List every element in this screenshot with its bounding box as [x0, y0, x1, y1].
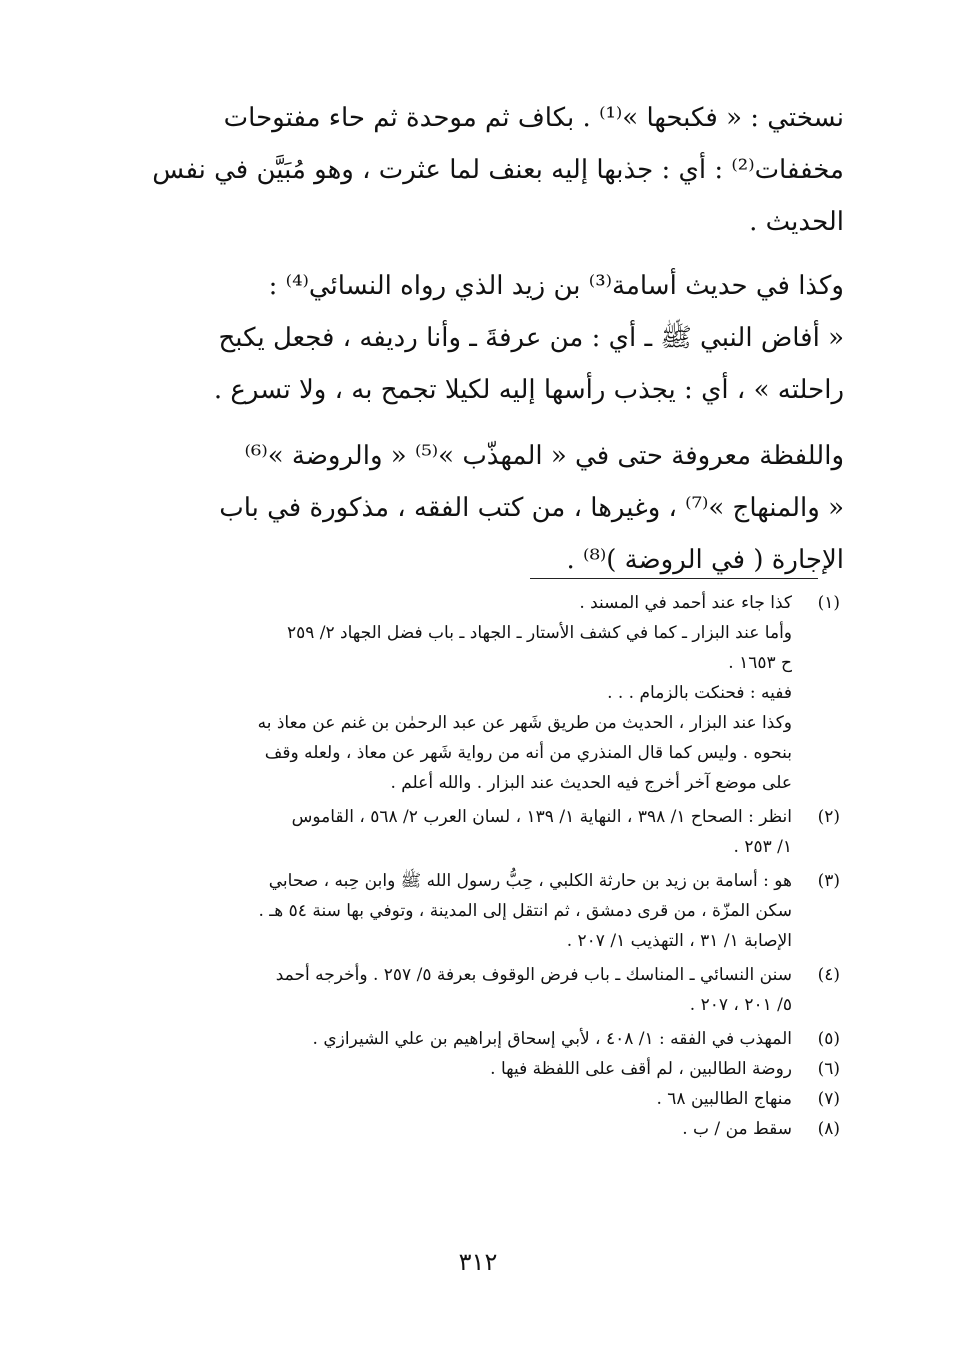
- footnote-line: ففيه : فحنكت بالزمام . . .: [607, 683, 792, 703]
- paragraph-line: واللفظة معروفة حتى في « المهذّب »⁽⁵⁾ « والروضة »⁽⁶⁾: [244, 441, 844, 471]
- footnote-2: [128, 802, 840, 862]
- footnote-body: [128, 1054, 792, 1084]
- paragraph-line: الإجارة ( في الروضة )⁽⁸⁾ .: [566, 545, 844, 575]
- footnote-number: (٣): [817, 871, 840, 891]
- footnote-body: [128, 866, 792, 956]
- footnote-body: [128, 588, 792, 798]
- footnote-line: وكذا عند البزار ، الحديث من طريق شَهر عن عبد الرحمٰن بن غنم عن معاذ به: [257, 713, 792, 733]
- footnote-number: (٨): [817, 1119, 840, 1139]
- paragraph-line: وكذا في حديث أسامة⁽³⁾ بن زيد الذي رواه النسائي⁽⁴⁾ :: [268, 271, 844, 301]
- footnote-body: [128, 1084, 792, 1114]
- footnote-line: سنن النسائي ـ المناسك ـ باب فرض الوقوف بعرفة ٥/ ٢٥٧ . وأخرجه أحمد: [275, 965, 792, 985]
- footnote-number: (١): [817, 593, 840, 613]
- footnote-1: [128, 588, 840, 798]
- paragraph-line: نسختي : « فكبحها »⁽¹⁾ . بكاف ثم موحدة ثم حاء مفتوحات: [223, 103, 844, 133]
- footnote-body: [128, 1114, 792, 1144]
- footnote-divider: [530, 578, 818, 579]
- footnote-line: روضة الطالبين ، لم أقف على اللفظة فيها .: [490, 1059, 792, 1079]
- footnote-line: سقط من / ب .: [682, 1119, 792, 1139]
- paragraph-line: الحديث .: [749, 207, 844, 237]
- footnote-5: [128, 1024, 840, 1054]
- footnote-body: [128, 960, 792, 1020]
- paragraph-line: « والمنهاج »⁽⁷⁾ ، وغيرها ، من كتب الفقه ، مذكورة في باب: [219, 493, 844, 523]
- footnote-line: ح ١٦٥٣ .: [728, 653, 792, 673]
- footnote-number: (٦): [817, 1059, 840, 1079]
- footnote-line: انظر : الصحاح ١/ ٣٩٨ ، النهاية ١/ ١٣٩ ، لسان العرب ٢/ ٥٦٨ ، القاموس: [291, 807, 792, 827]
- page-number: ٣١٢: [458, 1248, 498, 1276]
- footnote-4: [128, 960, 840, 1020]
- footnote-6: [128, 1054, 840, 1084]
- paragraph-2: [128, 260, 844, 416]
- footnote-3: [128, 866, 840, 956]
- footnote-number: (٥): [817, 1029, 840, 1049]
- footnote-line: بنحوه . وليس كما قال المنذري من أنه من رواية شَهر عن معاذ ، ولعله وقف: [264, 743, 792, 763]
- footnote-number: (٧): [817, 1089, 840, 1109]
- paragraph-line: راحلته » ، أي : يجذب رأسها إليه لكيلا تجمح به ، ولا تسرع .: [213, 375, 844, 405]
- paragraph-3: [128, 430, 844, 586]
- footnotes: [128, 588, 840, 1144]
- footnote-line: ١/ ٢٥٣ .: [733, 837, 792, 857]
- footnote-number: (٤): [817, 965, 840, 985]
- footnote-line: منهاج الطالبين ٦٨ .: [656, 1089, 792, 1109]
- footnote-7: [128, 1084, 840, 1114]
- footnote-number: (٢): [817, 807, 840, 827]
- paragraph-1: [128, 92, 844, 248]
- footnote-line: سكن المزّة ، من قرى دمشق ، ثم انتقل إلى المدينة ، وتوفي بها سنة ٥٤ هـ .: [258, 901, 792, 921]
- footnote-body: [128, 802, 792, 862]
- footnote-line: المهذب في الفقه : ١/ ٤٠٨ ، لأبي إسحاق إبراهيم بن علي الشيرازي .: [312, 1029, 792, 1049]
- footnote-line: كذا جاء عند أحمد في المسند .: [579, 593, 792, 613]
- paragraph-line: « أفاض النبي ﷺ ـ أي : من عرفةَ ـ وأنا رديفه ، فجعل يكبح: [218, 323, 844, 353]
- footnote-line: هو : أسامة بن زيد بن حارثة الكلبي ، حِبُّ رسول الله ﷺ وابن حِبه ، صحابي: [268, 871, 792, 891]
- footnote-line: وأما عند البزار ـ كما في كشف الأستار ـ الجهاد ـ باب فضل الجهاد ٢/ ٢٥٩: [286, 623, 792, 643]
- footnote-line: ٥/ ٢٠١ ، ٢٠٧ .: [689, 995, 792, 1015]
- footnote-line: على موضع آخر أخرج فيه الحديث عند البزار . والله أعلم .: [390, 773, 792, 793]
- footnote-body: [128, 1024, 792, 1054]
- footnote-8: [128, 1114, 840, 1144]
- footnote-line: الإصابة ١/ ٣١ ، التهذيب ١/ ٢٠٧ .: [566, 931, 792, 951]
- paragraph-line: مخففات⁽²⁾ : أي : جذبها إليه بعنف لما عثرت ، وهو مُبَيَّن في نفس: [152, 155, 844, 185]
